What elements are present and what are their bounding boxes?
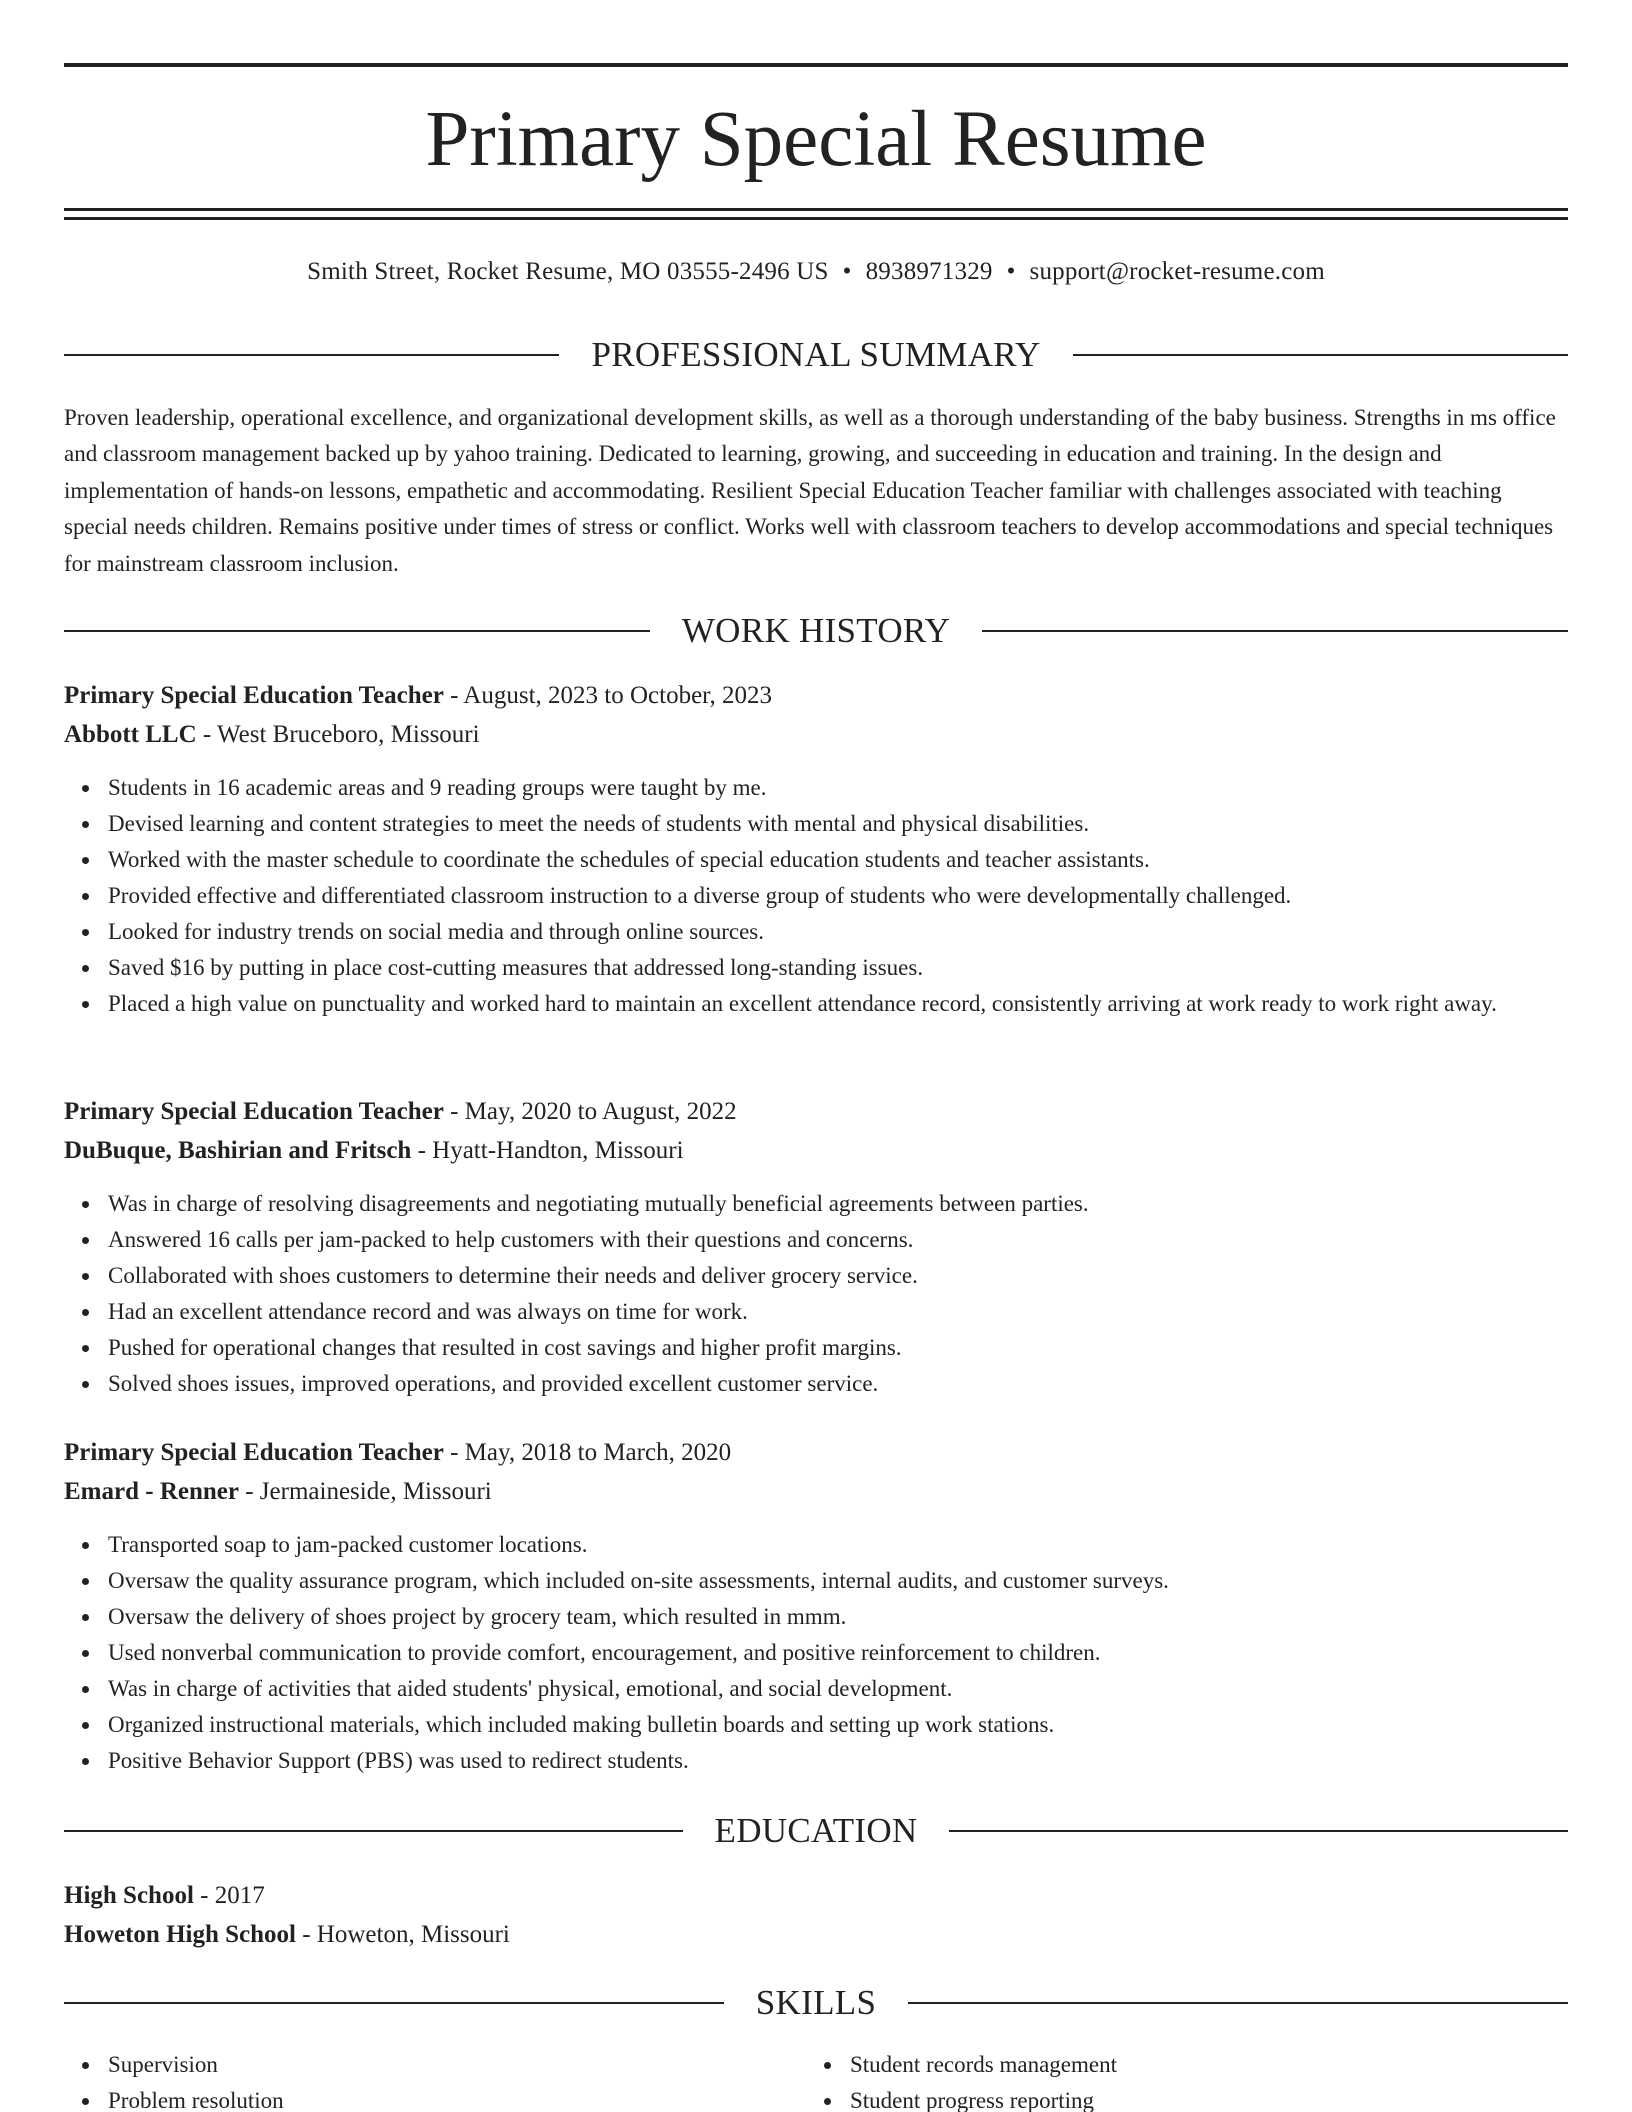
section-header-education (64, 1811, 1568, 1851)
section-header-summary (64, 335, 1568, 375)
skill-item: Supervision (64, 2047, 764, 2083)
list-item: Provided effective and differentiated classroom instruction to a diverse group of students who were developmentally challenged. (64, 878, 1568, 914)
list-item: Pushed for operational changes that resulted in cost savings and higher profit margins. (64, 1330, 1568, 1366)
section-rule (1073, 354, 1568, 356)
title-double-rule (64, 208, 1568, 220)
job-title: Primary Special Education Teacher (64, 1098, 444, 1125)
job-title-row (64, 676, 1568, 715)
contact-line (64, 254, 1568, 290)
list-item: Placed a high value on punctuality and worked hard to maintain an excellent attendance record, consistently arriving at work ready to work right away. (64, 986, 1568, 1022)
list-item: Students in 16 academic areas and 9 reading groups were taught by me. (64, 770, 1568, 806)
job-company-row (64, 1131, 1568, 1170)
summary-text: Proven leadership, operational excellence, and organizational development skills, as well as a thorough understanding of the baby business. Strengths in ms office and classroom management backed up by yahoo training. Dedicated to learning, growing, and succeeding in education and training. In the design and implementation of hands-on lessons, empathetic and accommodating. Resilient Special Education Teacher familiar with challenges associated with teaching special needs children. Remains positive under times of stress or conflict. Works well with classroom teachers to develop accommodations and special techniques for mainstream classroom inclusion. (64, 405, 1556, 576)
section-rule (949, 1830, 1568, 1832)
contact-email: support@rocket-resume.com (1029, 258, 1325, 285)
job-company-row (64, 715, 1568, 754)
contact-separator: • (842, 258, 852, 285)
list-item: Oversaw the delivery of shoes project by grocery team, which resulted in mmm. (64, 1599, 1568, 1635)
job-location: - Jermaineside, Missouri (238, 1478, 492, 1505)
list-item: Solved shoes issues, improved operations, and provided excellent customer service. (64, 1366, 1568, 1402)
education-school: Howeton High School (64, 1921, 296, 1948)
list-item: Devised learning and content strategies to meet the needs of students with mental and physical disabilities. (64, 806, 1568, 842)
section-title-skills: SKILLS (755, 1983, 877, 2022)
education-entry (64, 1876, 1568, 1954)
list-item: Positive Behavior Support (PBS) was used to redirect students. (64, 1743, 1568, 1779)
section-title-work: WORK HISTORY (681, 611, 951, 650)
section-rule (64, 630, 650, 632)
list-item: Oversaw the quality assurance program, which included on-site assessments, internal audits, and customer surveys. (64, 1563, 1568, 1599)
job-title: Primary Special Education Teacher (64, 682, 444, 709)
skill-item: Student records management (806, 2047, 1506, 2083)
list-item: Used nonverbal communication to provide comfort, encouragement, and positive reinforcement to children. (64, 1635, 1568, 1671)
education-degree: High School (64, 1882, 194, 1909)
education-degree-row (64, 1876, 1568, 1915)
job-dates: - May, 2020 to August, 2022 (443, 1098, 737, 1125)
section-header-skills (64, 1983, 1568, 2023)
list-item: Had an excellent attendance record and was always on time for work. (64, 1294, 1568, 1330)
section-rule (64, 2002, 724, 2004)
section-rule (908, 2002, 1568, 2004)
job-title: Primary Special Education Teacher (64, 1439, 444, 1466)
job-title-row (64, 1092, 1568, 1131)
list-item: Was in charge of resolving disagreements and negotiating mutually beneficial agreements between parties. (64, 1186, 1568, 1222)
job-company: Abbott LLC (64, 721, 197, 748)
job-bullets (64, 1186, 1568, 1402)
job-dates: - August, 2023 to October, 2023 (443, 682, 772, 709)
section-title-education: EDUCATION (714, 1811, 918, 1850)
job-entry (64, 676, 1568, 754)
job-entry (64, 1092, 1568, 1170)
contact-phone: 8938971329 (865, 258, 993, 285)
job-entry (64, 1433, 1568, 1511)
list-item: Looked for industry trends on social media and through online sources. (64, 914, 1568, 950)
job-location: - West Bruceboro, Missouri (196, 721, 480, 748)
contact-address: Smith Street, Rocket Resume, MO 03555-2496 US (307, 258, 829, 285)
section-rule (64, 1830, 683, 1832)
job-location: - Hyatt-Handton, Missouri (411, 1137, 684, 1164)
list-item: Transported soap to jam-packed customer locations. (64, 1527, 1568, 1563)
list-item: Worked with the master schedule to coordinate the schedules of special education students and teacher assistants. (64, 842, 1568, 878)
job-bullets (64, 770, 1568, 1022)
job-bullets (64, 1527, 1568, 1779)
job-company: Emard - Renner (64, 1478, 239, 1505)
contact-separator: • (1006, 258, 1016, 285)
education-location: - Howeton, Missouri (295, 1921, 510, 1948)
section-rule (982, 630, 1568, 632)
skills-list-right (806, 2047, 1506, 2112)
job-company-row (64, 1472, 1568, 1511)
list-item: Organized instructional materials, which included making bulletin boards and setting up work stations. (64, 1707, 1568, 1743)
skill-item: Student progress reporting (806, 2083, 1506, 2112)
job-dates: - May, 2018 to March, 2020 (443, 1439, 732, 1466)
education-school-row (64, 1915, 1568, 1954)
resume-title: Primary Special Resume (425, 96, 1207, 183)
education-year: - 2017 (193, 1882, 265, 1909)
job-title-row (64, 1433, 1568, 1472)
list-item: Answered 16 calls per jam-packed to help customers with their questions and concerns. (64, 1222, 1568, 1258)
list-item: Collaborated with shoes customers to determine their needs and deliver grocery service. (64, 1258, 1568, 1294)
list-item: Saved $16 by putting in place cost-cutting measures that addressed long-standing issues. (64, 950, 1568, 986)
skills-list-left (64, 2047, 764, 2112)
list-item: Was in charge of activities that aided students' physical, emotional, and social development. (64, 1671, 1568, 1707)
job-company: DuBuque, Bashirian and Fritsch (64, 1137, 412, 1164)
top-rule (64, 63, 1568, 67)
section-rule (64, 354, 559, 356)
skill-item: Problem resolution (64, 2083, 764, 2112)
section-title-summary: PROFESSIONAL SUMMARY (591, 335, 1041, 374)
section-header-work (64, 611, 1568, 651)
